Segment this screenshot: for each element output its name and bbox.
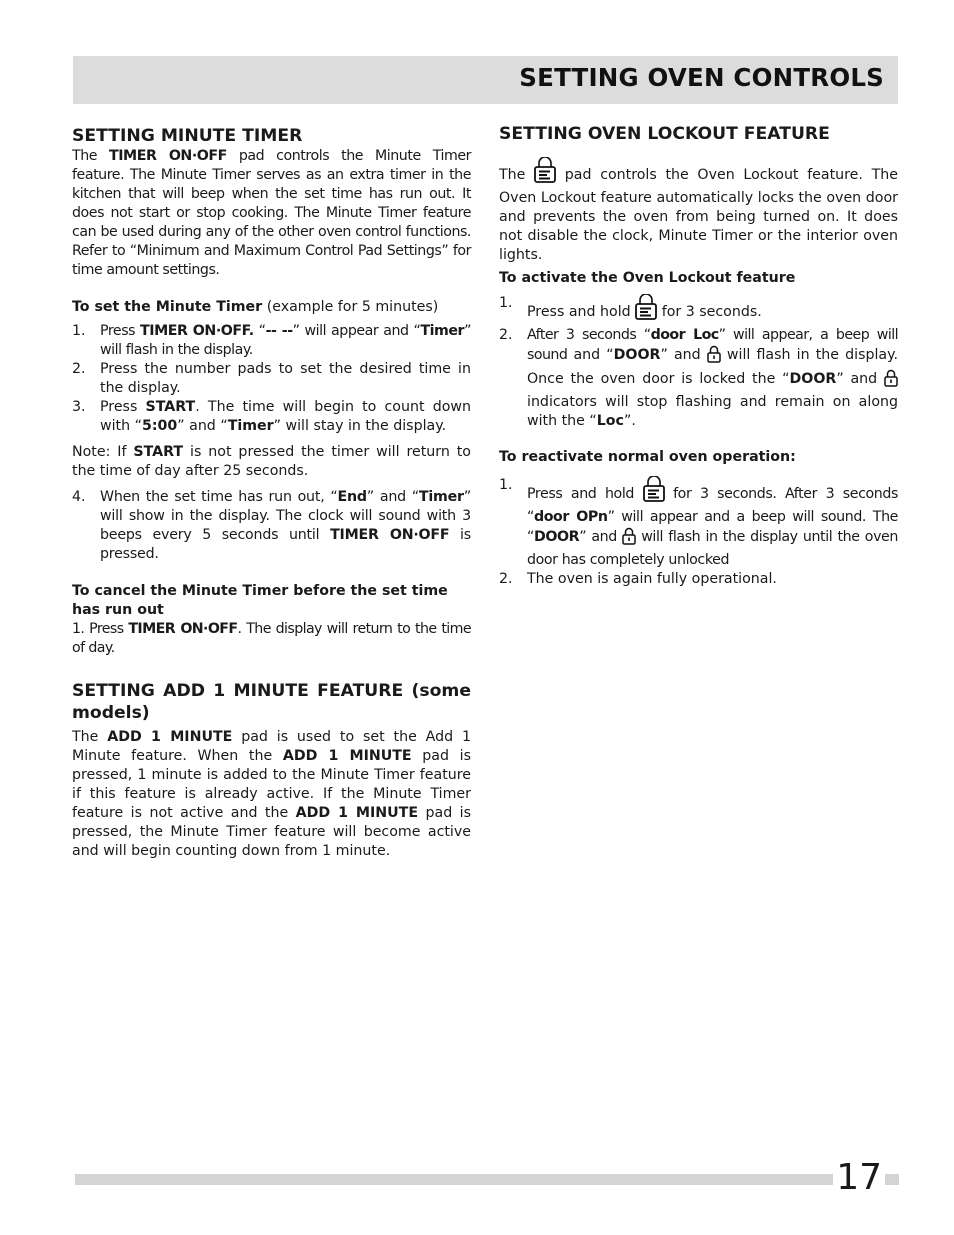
activate-lockout-steps [499, 294, 898, 431]
lockout-pad-icon [643, 476, 665, 508]
set-timer-steps-continued [72, 488, 471, 564]
list-item: 3. Press START. The time will begin to count down with “5:00” and “Timer” will stay in the display. [72, 399, 471, 434]
right-column [499, 124, 898, 589]
reactivate-title: To reactivate normal oven operation: [499, 449, 796, 465]
lock-icon [707, 345, 721, 369]
lockout-pad-icon [534, 157, 556, 189]
minute-timer-heading: SETTING MINUTE TIMER [72, 126, 303, 146]
lock-icon [884, 369, 898, 393]
lockout-pad-icon [635, 294, 657, 326]
add-minute-paragraph: The ADD 1 MINUTE pad is used to set the Add 1 Minute feature. When the ADD 1 MINUTE pad is pressed, 1 minute is added to the Minute Timer feature if this feature is already active. If the Minute Timer feature is not active and the ADD 1 MINUTE pad is pressed, the Minute Timer feature will become active and will begin counting down from 1 minute. [72, 729, 471, 859]
list-item: 1. Press and hold for 3 seconds. [499, 294, 898, 326]
set-timer-steps [72, 322, 471, 436]
lock-icon [622, 527, 636, 551]
add-minute-heading: SETTING ADD 1 MINUTE FEATURE (some models) [72, 681, 471, 723]
lockout-intro: The pad controls the Oven Lockout feature. The Oven Lockout feature automatically locks the oven door and prevents the oven from being turned on. It does not disable the clock, Minute Timer or the interior oven lights. [499, 157, 898, 265]
list-item: 4. When the set time has run out, “End” and “Timer” will show in the display. The clock will sound with 3 beeps every 5 seconds until TIMER ON·OFF is pressed. [72, 489, 472, 562]
minute-timer-intro: The TIMER ON·OFF pad controls the Minute Timer feature. The Minute Timer serves as an extra timer in the kitchen that will beep when the set time has run out. It does not start or stop cooking. The Minute Timer feature can be used during any of the other oven control functions. Refer to “Minimum and Maximum Control Pad Settings” for time amount settings. [72, 148, 472, 278]
list-item: 2. The oven is again fully operational. [499, 571, 777, 587]
list-item: 2. After 3 seconds “door Loc” will appear, a beep will sound and “DOOR” and will flash in the display. Once the oven door is locked the “DOOR” and indicators will stop flashing and remain on along with the “Loc”. [499, 327, 899, 429]
left-column [72, 124, 471, 861]
list-item: 2. Press the number pads to set the desired time in the display. [72, 361, 471, 396]
activate-lockout-title: To activate the Oven Lockout feature [499, 270, 796, 286]
list-item: 1. Press and hold for 3 seconds. After 3 seconds “door OPn” will appear and a beep will sound. The “DOOR” and will flash in the display until the oven door has completely unlocked [499, 477, 898, 568]
page-title: SETTING OVEN CONTROLS [519, 63, 884, 92]
set-timer-title: To set the Minute Timer (example for 5 minutes) [72, 299, 439, 315]
page-number: 17 [833, 1158, 885, 1198]
cancel-timer-title: To cancel the Minute Timer before the set time has run out [72, 583, 448, 618]
lockout-heading: SETTING OVEN LOCKOUT FEATURE [499, 124, 830, 144]
cancel-timer-step: 1. Press TIMER ON·OFF. The display will return to the time of day. [72, 621, 472, 656]
list-item: 1. Press TIMER ON·OFF. “-- --” will appear and “Timer” will flash in the display. [72, 323, 471, 358]
timer-note: Note: If START is not pressed the timer will return to the time of day after 25 seconds. [72, 444, 471, 479]
header-bar [73, 56, 898, 104]
reactivate-steps [499, 476, 898, 589]
footer-bar [75, 1174, 899, 1185]
